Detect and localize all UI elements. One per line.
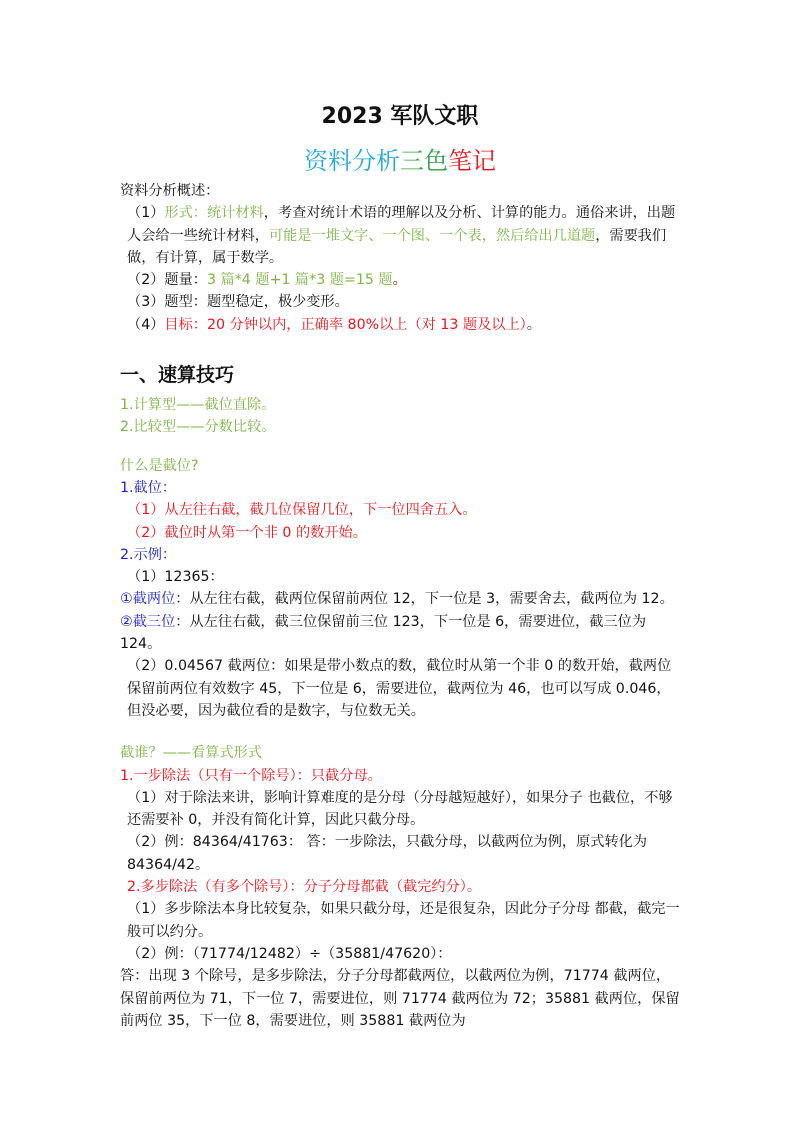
who-rule-1-para-1: （1）对于除法来讲，影响计算难度的是分母（分母越短越好），如果分子 也截位，不够还需要补 0，并没有简化计算，因此只截分母。 <box>127 789 673 829</box>
subtitle-part-notes: 笔记 <box>448 147 496 175</box>
overview-item-type: （3）题型：题型稳定，极少变形。 <box>127 294 349 311</box>
who-rule-2: 2.多步除法（有多个除号）：分子分母都截（截完约分）。 <box>127 879 482 896</box>
overview-heading: 资料分析概述： <box>120 183 220 199</box>
truncation-rule-1: （1）从左往右截，截几位保留几位，下一位四舍五入。 <box>127 502 477 519</box>
subtitle-part-analysis: 资料分析 <box>304 147 400 175</box>
form-text-2: ，需要我们做，有计算，属于数学。 <box>127 227 667 266</box>
overview-item-form <box>120 202 682 269</box>
example-1-b-label: ②截三位 <box>120 613 176 630</box>
who-question: 截谁？——看算式形式 <box>120 745 262 762</box>
goal-text: 目标：20 分钟以内，正确率 80%以上（对 13 题及以上） <box>164 316 527 333</box>
document-title: 2023 军队文职 <box>321 104 479 129</box>
who-rule-2-para-1: （1）多步除法本身比较复杂，如果只截分母，还是很复杂，因此分子分母 都截，截完一般可以约分。 <box>127 901 680 940</box>
who-rule-2-answer: 答：出现 3 个除号，是多步除法，分子分母都截两位，以截两位为例，71774 截两位，保留前两位为 71，下一位 7，需要进位，则 71774 截两位为 72；35881 截两位，保留前两位 35，下一位 8，需要进位，则 35881 截两位为 <box>120 968 680 1029</box>
quantity-suffix: 。 <box>392 272 407 289</box>
overview-item-quantity <box>120 269 682 291</box>
quantity-value: 3 篇*4 题+1 篇*3 题=15 题 <box>206 272 393 289</box>
section-heading-speed: 一、速算技巧 <box>120 364 235 387</box>
form-highlight-2: 可能是一堆文字、一个图、一个表，然后给出几道题 <box>268 227 596 244</box>
example-label: 2.示例： <box>120 546 177 563</box>
example-1-a <box>120 588 682 610</box>
example-1-b <box>120 611 682 656</box>
truncation-question: 什么是截位? <box>120 457 199 474</box>
example-1-a-text: ：从左往右截，截两位保留前两位 12，下一位是 3，需要舍去，截两位为 12。 <box>175 591 674 608</box>
example-1-a-label: ①截两位 <box>120 591 176 608</box>
form-text: ，考查对统计术语的理解以及分析、计算的能力。通俗来讲，出题人会给一些统计材料， <box>127 205 676 244</box>
who-rule-1: 1.一步除法（只有一个除号）：只截分母。 <box>120 767 382 784</box>
example-1-head: （1）12365： <box>127 569 224 586</box>
quantity-label: （2）题量： <box>127 272 207 289</box>
document-body <box>120 180 682 1032</box>
goal-prefix: （4） <box>127 316 165 333</box>
goal-suffix: 。 <box>526 316 541 333</box>
subtitle-part-three-color: 三色 <box>400 147 448 175</box>
truncation-rule-2: （2）截位时从第一个非 0 的数开始。 <box>127 524 367 541</box>
example-1-b-text: ：从左往右截，截三位保留前三位 123，下一位是 6，需要进位，截三位为 124。 <box>120 613 647 653</box>
technique-calc: 1.计算型——截位直除。 <box>120 397 276 414</box>
who-rule-2-para-2: （2）例：（71774/12482）÷（35881/47620）： <box>127 945 452 962</box>
truncation-def-label: 1.截位： <box>120 479 177 496</box>
overview-item-goal <box>120 314 682 336</box>
technique-compare: 2.比较型——分数比较。 <box>120 419 276 436</box>
who-rule-1-para-2: （2）例：84364/41763： 答：一步除法，只截分母，以截两位为例，原式转化为 84364/42。 <box>127 834 648 873</box>
example-2: （2）0.04567 截两位：如果是带小数点的数，截位时从第一个非 0 的数开始，截两位保留前两位有效数字 45，下一位是 6，需要进位，截两位为 46，也可以写成 0.046，但没必要，因为截位看的是数字，与位数无关。 <box>127 658 672 719</box>
document-subtitle <box>0 143 800 179</box>
form-highlight: 形式：统计材料 <box>164 205 264 222</box>
item-prefix: （1） <box>127 205 165 222</box>
